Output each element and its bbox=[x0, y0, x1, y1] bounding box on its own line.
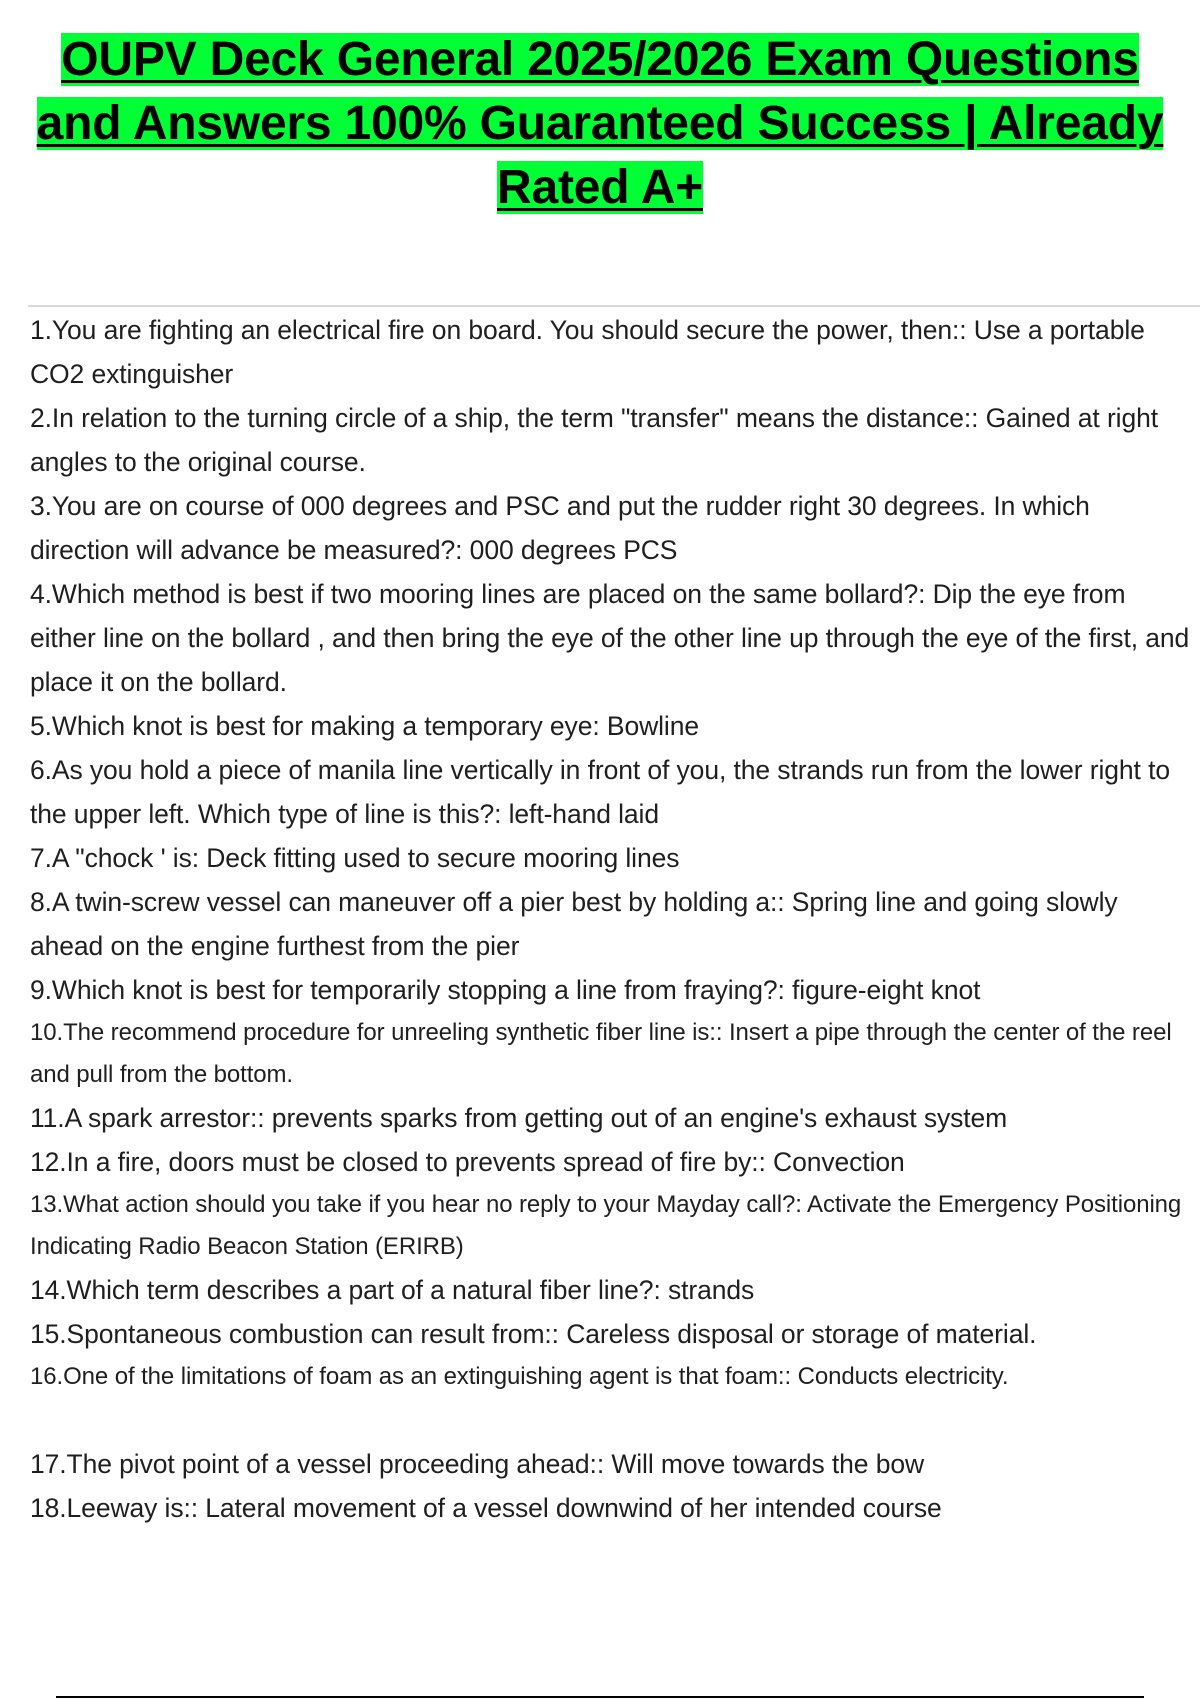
title-line-3: Rated A+ bbox=[496, 161, 703, 214]
question-item-11: 11.A spark arrestor:: prevents sparks from getting out of an engine's exhaust system bbox=[30, 1103, 1008, 1133]
question-item-3: 3.You are on course of 000 degrees and PSC and put the rudder right 30 degrees. In which direction will advance be measured?: 000 degrees PCS bbox=[30, 491, 1090, 565]
question-item-17: 17.The pivot point of a vessel proceeding ahead:: Will move towards the bow bbox=[30, 1449, 925, 1479]
question-item-4: 4.Which method is best if two mooring lines are placed on the same bollard?: Dip the eye from either line on the bollard , and then bring the eye of the other line up through the eye of the first, and place it on the bollard. bbox=[30, 579, 1190, 697]
question-list bbox=[30, 308, 1190, 1530]
question-item-8: 8.A twin-screw vessel can maneuver off a pier best by holding a:: Spring line and going slowly ahead on the engine furthest from the pier bbox=[30, 887, 1118, 961]
question-item-7: 7.A "chock ' is: Deck fitting used to secure mooring lines bbox=[30, 843, 680, 873]
question-item-15: 15.Spontaneous combustion can result from:: Careless disposal or storage of material. bbox=[30, 1319, 1037, 1349]
page-title bbox=[20, 28, 1180, 220]
question-item-18: 18.Leeway is:: Lateral movement of a vessel downwind of her intended course bbox=[30, 1493, 942, 1523]
question-item-10: 10.The recommend procedure for unreeling synthetic fiber line is:: Insert a pipe through the center of the reel and pull from the bottom. bbox=[30, 1019, 1172, 1088]
question-item-2: 2.In relation to the turning circle of a ship, the term "transfer" means the distance:: Gained at right angles to the original course. bbox=[30, 403, 1158, 477]
question-item-13: 13.What action should you take if you hear no reply to your Mayday call?: Activate the Emergency Positioning Indicating Radio Beacon Station (ERIRB) bbox=[30, 1191, 1182, 1260]
question-item-9: 9.Which knot is best for temporarily stopping a line from fraying?: figure-eight knot bbox=[30, 975, 981, 1005]
question-item-5: 5.Which knot is best for making a temporary eye: Bowline bbox=[30, 711, 699, 741]
title-line-2: and Answers 100% Guaranteed Success | Already bbox=[36, 97, 1164, 150]
question-item-12: 12.In a fire, doors must be closed to prevents spread of fire by:: Convection bbox=[30, 1147, 905, 1177]
title-line-1: OUPV Deck General 2025/2026 Exam Questions bbox=[61, 33, 1139, 86]
question-item-16: 16.One of the limitations of foam as an extinguishing agent is that foam:: Conducts electricity. bbox=[30, 1363, 1009, 1390]
question-item-14: 14.Which term describes a part of a natural fiber line?: strands bbox=[30, 1275, 755, 1305]
footer-rule bbox=[56, 1696, 1144, 1698]
question-item-6: 6.As you hold a piece of manila line vertically in front of you, the strands run from the lower right to the upper left. Which type of line is this?: left-hand laid bbox=[30, 755, 1170, 829]
section-divider bbox=[28, 305, 1200, 307]
question-item-1: 1.You are fighting an electrical fire on board. You should secure the power, then:: Use a portable CO2 extinguisher bbox=[30, 315, 1145, 389]
